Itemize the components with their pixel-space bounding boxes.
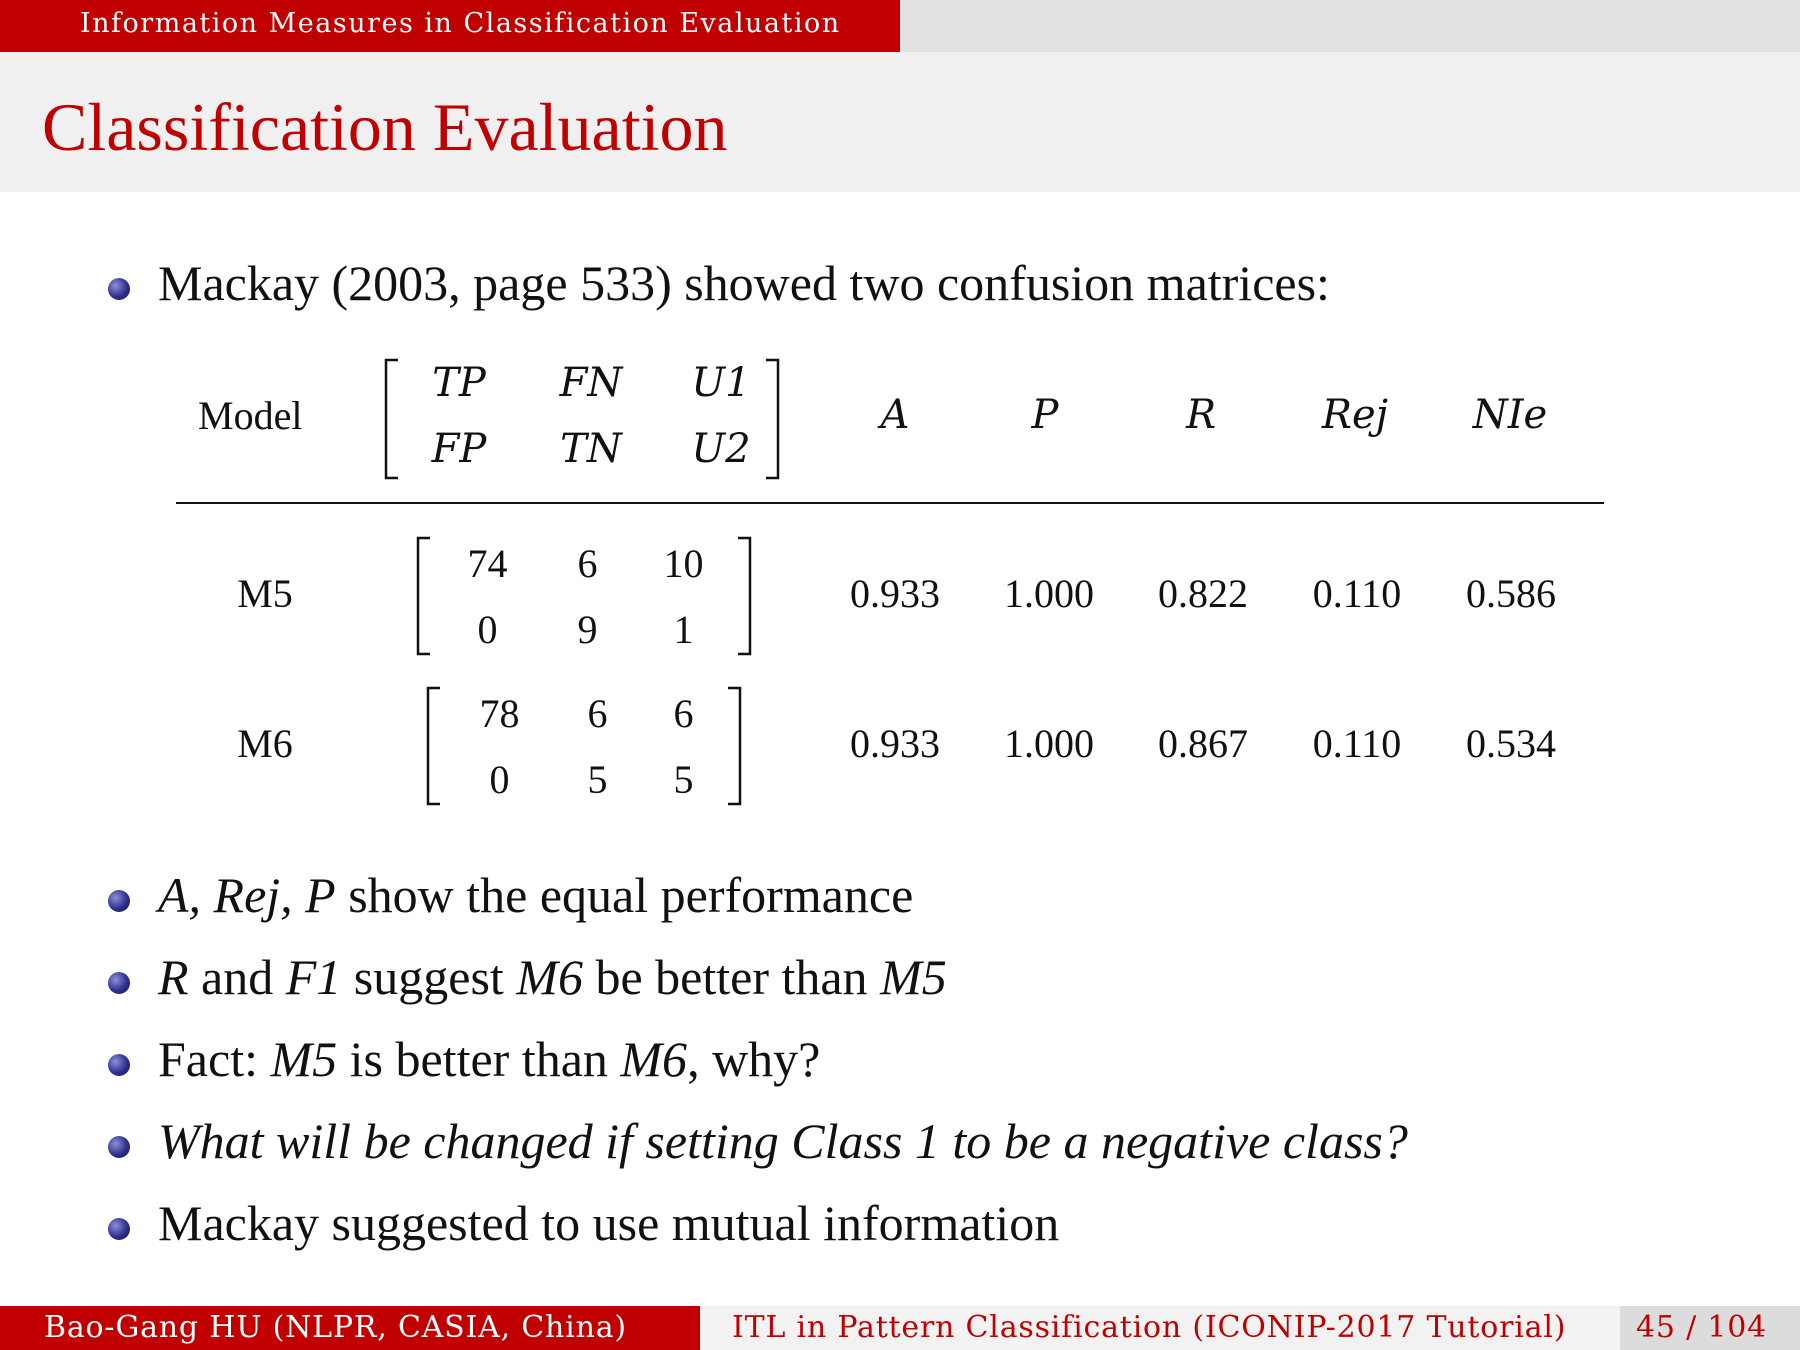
bullet-icon bbox=[108, 278, 130, 300]
left-bracket-icon bbox=[414, 536, 434, 656]
bullet-item bbox=[108, 948, 1758, 1018]
matrix-cell: 78 bbox=[479, 691, 520, 736]
bullet-item bbox=[108, 1194, 1758, 1264]
value-nie: 0.586 bbox=[1466, 571, 1556, 616]
bullet-text bbox=[158, 1030, 820, 1088]
bullet-icon bbox=[108, 890, 130, 912]
text-span: and bbox=[188, 949, 286, 1005]
matrix-cell: 5 bbox=[587, 757, 608, 802]
bullet-item bbox=[108, 254, 1758, 324]
row-model-label: M6 bbox=[237, 721, 293, 766]
bullet-icon bbox=[108, 1136, 130, 1158]
model-column-label: Model bbox=[198, 393, 303, 438]
matrix-header-cell: U2 bbox=[691, 426, 751, 472]
math-expression: R bbox=[158, 949, 189, 1005]
section-title: Information Measures in Classification Evaluation bbox=[80, 8, 841, 39]
matrix-header-cell: FN bbox=[559, 360, 623, 406]
bullet-text: Mackay suggested to use mutual information bbox=[158, 1195, 1060, 1251]
column-header-nie: NIe bbox=[1472, 392, 1548, 438]
matrix-cell: 10 bbox=[663, 541, 704, 586]
slide-title: Classification Evaluation bbox=[42, 89, 728, 165]
bullet-text bbox=[158, 866, 913, 924]
row-model-label: M5 bbox=[237, 571, 293, 616]
text-span: , why? bbox=[687, 1031, 821, 1087]
bullet-item bbox=[108, 1112, 1758, 1182]
bullet-icon bbox=[108, 1054, 130, 1076]
right-bracket-icon bbox=[734, 536, 754, 656]
right-bracket-icon bbox=[724, 686, 744, 806]
bullet-icon bbox=[108, 972, 130, 994]
footer-talk-title: ITL in Pattern Classification (ICONIP-2017 Tutorial) bbox=[732, 1310, 1567, 1345]
column-header-a: A bbox=[880, 392, 910, 438]
matrix-cell: 0 bbox=[477, 607, 498, 652]
text-span: be better than bbox=[582, 949, 881, 1005]
matrix-cell: 6 bbox=[577, 541, 598, 586]
value-rej: 0.110 bbox=[1312, 721, 1402, 766]
bullet-item bbox=[108, 866, 1758, 936]
matrix-header-cell: FP bbox=[431, 426, 487, 472]
column-header-r: R bbox=[1185, 392, 1217, 438]
footer-author: Bao-Gang HU (NLPR, CASIA, China) bbox=[44, 1310, 627, 1345]
value-nie: 0.534 bbox=[1466, 721, 1556, 766]
matrix-header-cell: TN bbox=[560, 426, 622, 472]
matrix-cell: 5 bbox=[673, 757, 694, 802]
column-header-p: P bbox=[1031, 392, 1059, 438]
bullet-text: What will be changed if setting Class 1 to be a negative class? bbox=[158, 1113, 1408, 1169]
matrix-header-cell: U1 bbox=[691, 360, 751, 406]
matrix-cell: 74 bbox=[467, 541, 508, 586]
math-expression: M5 bbox=[880, 949, 947, 1005]
value-p: 1.000 bbox=[1004, 571, 1094, 616]
value-r: 0.867 bbox=[1158, 721, 1248, 766]
matrix-cell: 6 bbox=[587, 691, 608, 736]
matrix-header-cell: TP bbox=[432, 360, 486, 406]
matrix-cell: 0 bbox=[489, 757, 510, 802]
math-expression: M5 bbox=[270, 1031, 338, 1087]
left-bracket-icon bbox=[424, 686, 444, 806]
matrix-cell: 9 bbox=[577, 607, 598, 652]
math-expression: A, Rej, P bbox=[158, 867, 336, 923]
bullet-text bbox=[158, 948, 947, 1006]
text-span: Fact: bbox=[158, 1031, 271, 1087]
text-span: suggest bbox=[341, 949, 517, 1005]
math-expression: M6 bbox=[516, 949, 583, 1005]
bullet-text: Mackay (2003, page 533) showed two confusion matrices: bbox=[158, 255, 1330, 311]
left-bracket-icon bbox=[382, 358, 402, 480]
table-rule bbox=[176, 502, 1604, 504]
value-p: 1.000 bbox=[1004, 721, 1094, 766]
bullet-icon bbox=[108, 1218, 130, 1240]
value-rej: 0.110 bbox=[1312, 571, 1402, 616]
matrix-cell: 1 bbox=[673, 607, 694, 652]
math-expression: F1 bbox=[285, 949, 342, 1005]
column-header-rej: Rej bbox=[1321, 392, 1389, 438]
value-a: 0.933 bbox=[850, 721, 940, 766]
bullet-item bbox=[108, 1030, 1758, 1100]
text-span: show the equal performance bbox=[335, 867, 914, 923]
matrix-cell: 6 bbox=[673, 691, 694, 736]
text-span: is better than bbox=[337, 1031, 621, 1087]
right-bracket-icon bbox=[762, 358, 782, 480]
page-number: 45 / 104 bbox=[1636, 1310, 1768, 1345]
value-r: 0.822 bbox=[1158, 571, 1248, 616]
math-expression: M6 bbox=[620, 1031, 688, 1087]
value-a: 0.933 bbox=[850, 571, 940, 616]
